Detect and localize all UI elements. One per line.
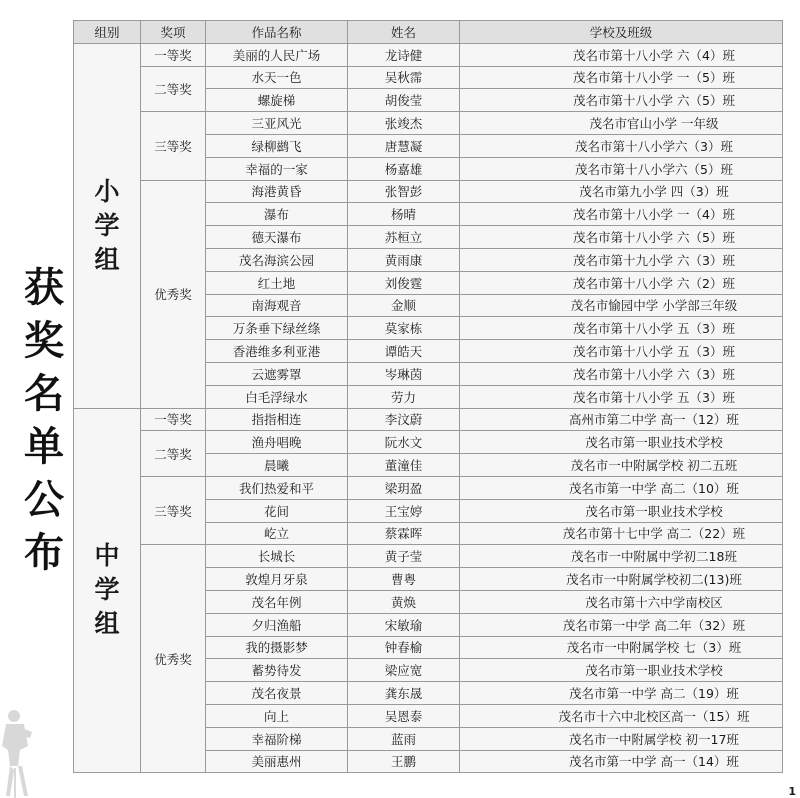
- winner-name: 张智彭: [348, 180, 460, 203]
- work-title: 德天瀑布: [206, 226, 348, 249]
- winner-name: 莫家栋: [348, 317, 460, 340]
- school-class: 茂名市第一职业技术学校: [460, 659, 783, 682]
- work-title: 蓄势待发: [206, 659, 348, 682]
- school-class: 茂名市官山小学 一年级: [460, 112, 783, 135]
- winner-name: 王鹏: [348, 750, 460, 773]
- header-school: 学校及班级: [460, 21, 783, 44]
- winner-name: 董潼佳: [348, 454, 460, 477]
- group-label-char: 中: [94, 541, 120, 571]
- school-class: 茂名市第十八小学 一（4）班: [460, 203, 783, 226]
- school-class: 茂名市第十七中学 高二（22）班: [460, 522, 783, 545]
- school-class: 茂名市一中附属学校 七（3）班: [460, 636, 783, 659]
- work-title: 美丽惠州: [206, 750, 348, 773]
- work-title: 云遮雾罩: [206, 362, 348, 385]
- work-title: 晨曦: [206, 454, 348, 477]
- group-label-char: 组: [94, 609, 120, 639]
- group-label-char: 学: [94, 210, 120, 240]
- school-class: 茂名市第一职业技术学校: [460, 499, 783, 522]
- work-title: 幸福的一家: [206, 157, 348, 180]
- winner-name: 谭皓天: [348, 340, 460, 363]
- winner-name: 劳力: [348, 385, 460, 408]
- winner-name: 龙诗健: [348, 43, 460, 66]
- header-award: 奖项: [141, 21, 206, 44]
- school-class: 茂名市第一中学 高二（10）班: [460, 476, 783, 499]
- work-title: 向上: [206, 704, 348, 727]
- winner-name: 吴秋霈: [348, 66, 460, 89]
- winner-name: 唐慧凝: [348, 134, 460, 157]
- winner-name: 李汶蔚: [348, 408, 460, 431]
- school-class: 茂名市第九小学 四（3）班: [460, 180, 783, 203]
- school-class: 茂名市第十八小学 六（5）班: [460, 226, 783, 249]
- work-title: 绿柳鹚飞: [206, 134, 348, 157]
- group-label: [74, 43, 141, 408]
- table-row: [74, 66, 783, 89]
- award-level: 一等奖: [141, 408, 206, 431]
- work-title: 屹立: [206, 522, 348, 545]
- school-class: 茂名市第十八小学六（5）班: [460, 157, 783, 180]
- school-class: 茂名市第十八小学 五（3）班: [460, 385, 783, 408]
- school-class: 茂名市第十八小学 六（4）班: [460, 43, 783, 66]
- title-char: 奖: [24, 318, 64, 364]
- winner-name: 黄雨康: [348, 248, 460, 271]
- school-class: 茂名市十六中北校区高一（15）班: [460, 704, 783, 727]
- work-title: 茂名年例: [206, 590, 348, 613]
- work-title: 长城长: [206, 545, 348, 568]
- work-title: 花间: [206, 499, 348, 522]
- award-level: 优秀奖: [141, 180, 206, 408]
- title-char: 布: [24, 530, 64, 576]
- table-row: [74, 545, 783, 568]
- winner-name: 梁玥盈: [348, 476, 460, 499]
- award-level: 三等奖: [141, 112, 206, 180]
- work-title: 白毛浮绿水: [206, 385, 348, 408]
- table-row: [74, 180, 783, 203]
- photographer-silhouette-decoration: [0, 706, 34, 798]
- school-class: 茂名市第十八小学 一（5）班: [460, 66, 783, 89]
- work-title: 指指相连: [206, 408, 348, 431]
- school-class: 茂名市一中附属学校初二(13)班: [460, 568, 783, 591]
- title-char: 名: [24, 371, 64, 417]
- page-title: [22, 262, 66, 580]
- winner-name: 龚东晟: [348, 682, 460, 705]
- title-char: 单: [24, 424, 64, 470]
- award-level: 优秀奖: [141, 545, 206, 773]
- winner-name: 王宝婷: [348, 499, 460, 522]
- header-group: 组别: [74, 21, 141, 44]
- work-title: 南海观音: [206, 294, 348, 317]
- winner-name: 金顺: [348, 294, 460, 317]
- school-class: 茂名市第一职业技术学校: [460, 431, 783, 454]
- school-class: 茂名市第十六中学南校区: [460, 590, 783, 613]
- award-level: 二等奖: [141, 431, 206, 477]
- winner-name: 苏桓立: [348, 226, 460, 249]
- winner-name: 黄焕: [348, 590, 460, 613]
- work-title: 渔舟唱晚: [206, 431, 348, 454]
- work-title: 我们热爱和平: [206, 476, 348, 499]
- work-title: 香港维多利亚港: [206, 340, 348, 363]
- winner-name: 钟春榆: [348, 636, 460, 659]
- award-level: 一等奖: [141, 43, 206, 66]
- school-class: 茂名市第十八小学六（3）班: [460, 134, 783, 157]
- work-title: 万条垂下绿丝绦: [206, 317, 348, 340]
- group-label-char: 组: [94, 244, 120, 274]
- school-class: 高州市第二中学 高一（12）班: [460, 408, 783, 431]
- page-number: 1: [788, 785, 796, 798]
- table-row: [74, 408, 783, 431]
- winner-name: 杨嘉雄: [348, 157, 460, 180]
- winner-name: 刘俊霆: [348, 271, 460, 294]
- school-class: 茂名市愉园中学 小学部三年级: [460, 294, 783, 317]
- school-class: 茂名市一中附属学校 初一17班: [460, 727, 783, 750]
- winner-name: 曹粤: [348, 568, 460, 591]
- school-class: 茂名市第十八小学 五（3）班: [460, 317, 783, 340]
- title-char: 获: [24, 265, 64, 311]
- award-winners-table: [73, 20, 783, 773]
- header-work: 作品名称: [206, 21, 348, 44]
- table-row: [74, 43, 783, 66]
- work-title: 螺旋梯: [206, 89, 348, 112]
- work-title: 水天一色: [206, 66, 348, 89]
- work-title: 幸福阶梯: [206, 727, 348, 750]
- winner-name: 蓝雨: [348, 727, 460, 750]
- header-name: 姓名: [348, 21, 460, 44]
- school-class: 茂名市第十八小学 六（2）班: [460, 271, 783, 294]
- school-class: 茂名市一中附属中学初二18班: [460, 545, 783, 568]
- school-class: 茂名市一中附属学校 初二五班: [460, 454, 783, 477]
- title-char: 公: [24, 477, 64, 523]
- school-class: 茂名市第十九小学 六（3）班: [460, 248, 783, 271]
- winner-name: 吴恩泰: [348, 704, 460, 727]
- winner-name: 蔡霖晖: [348, 522, 460, 545]
- winner-name: 岑琳茵: [348, 362, 460, 385]
- group-label: [74, 408, 141, 773]
- group-label-char: 学: [94, 575, 120, 605]
- award-level: 二等奖: [141, 66, 206, 112]
- winner-name: 张竣杰: [348, 112, 460, 135]
- winner-name: 阮水文: [348, 431, 460, 454]
- work-title: 茂名海滨公园: [206, 248, 348, 271]
- group-label-char: 小: [94, 176, 120, 206]
- table-row: [74, 112, 783, 135]
- school-class: 茂名市第十八小学 六（3）班: [460, 362, 783, 385]
- work-title: 我的摄影梦: [206, 636, 348, 659]
- table-row: [74, 476, 783, 499]
- school-class: 茂名市第一中学 高二年（32）班: [460, 613, 783, 636]
- table-row: [74, 431, 783, 454]
- winner-name: 宋敏瑜: [348, 613, 460, 636]
- work-title: 夕归渔船: [206, 613, 348, 636]
- work-title: 红土地: [206, 271, 348, 294]
- work-title: 美丽的人民广场: [206, 43, 348, 66]
- award-level: 三等奖: [141, 476, 206, 544]
- work-title: 茂名夜景: [206, 682, 348, 705]
- work-title: 敦煌月牙泉: [206, 568, 348, 591]
- work-title: 海港黄昏: [206, 180, 348, 203]
- work-title: 三亚风光: [206, 112, 348, 135]
- winner-name: 杨晴: [348, 203, 460, 226]
- winner-name: 黄子莹: [348, 545, 460, 568]
- school-class: 茂名市第一中学 高一（14）班: [460, 750, 783, 773]
- work-title: 瀑布: [206, 203, 348, 226]
- school-class: 茂名市第十八小学 五（3）班: [460, 340, 783, 363]
- school-class: 茂名市第一中学 高二（19）班: [460, 682, 783, 705]
- winner-name: 梁应宽: [348, 659, 460, 682]
- school-class: 茂名市第十八小学 六（5）班: [460, 89, 783, 112]
- table-header-row: [74, 21, 783, 44]
- winner-name: 胡俊莹: [348, 89, 460, 112]
